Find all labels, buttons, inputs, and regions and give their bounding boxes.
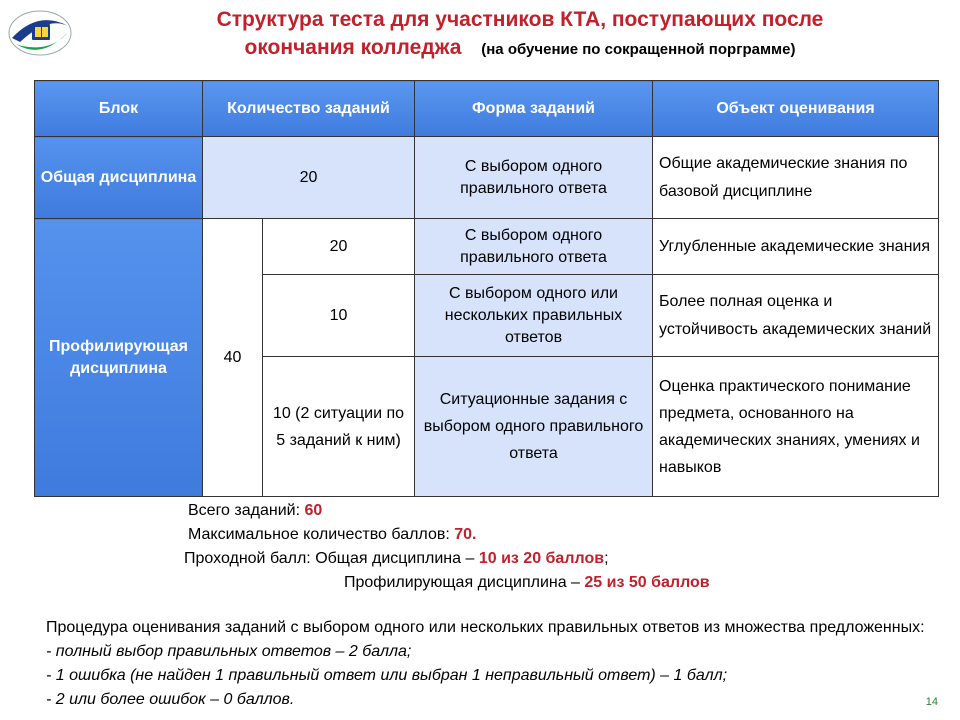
table-row [35,219,939,275]
header-form: Форма заданий [415,81,653,137]
procedure-rule-3: - 2 или более ошибок – 0 баллов. [46,691,295,708]
summary-pass-profile-label: Профилирующая дисциплина – [344,574,580,591]
page-number: 14 [925,696,938,708]
page-title [100,6,940,64]
title-line-2-sub: (на обучение по сокращенной порграмме) [481,41,796,58]
object-general: Общие академические знания по базовой дисциплине [653,137,939,219]
form-general: С выбором одного правильного ответа [415,137,653,219]
test-structure-table [34,80,939,497]
count-profile-total: 40 [203,219,263,497]
count-general: 20 [203,137,415,219]
summary-pass-general-end: ; [604,550,609,567]
block-profile: Профилирующая дисциплина [35,219,203,497]
block-general: Общая дисциплина [35,137,203,219]
summary-max [188,524,477,546]
header-object: Объект оценивания [653,81,939,137]
summary-pass-profile-value: 25 из 50 баллов [584,574,710,591]
table-header-row [35,81,939,137]
title-line-2-main: окончания колледжа [244,36,462,59]
summary-pass-profile [344,572,710,594]
summary-max-label: Максимальное количество баллов: [188,526,450,543]
form-profile-2: С выбором одного или нескольких правильных ответов [415,275,653,357]
object-profile-1: Углубленные академические знания [653,219,939,275]
title-line-1: Структура теста для участников КТА, поступающих после [216,8,824,31]
table-row [35,137,939,219]
header-block: Блок [35,81,203,137]
count-profile-3: 10 (2 ситуации по 5 заданий к ним) [263,357,415,497]
summary-total-value: 60 [304,502,323,519]
procedure-intro: Процедура оценивания заданий с выбором одного или нескольких правильных ответов из множества предложенных: [46,619,925,636]
procedure-rule-1: - полный выбор правильных ответов – 2 балла; [46,643,412,660]
title-line-2 [100,34,940,64]
header-count: Количество заданий [203,81,415,137]
summary-total-label: Всего заданий: [188,502,301,519]
summary-pass-general-value: 10 из 20 баллов [478,550,605,567]
book-logo-icon [8,8,72,58]
object-profile-2: Более полная оценка и устойчивость академических знаний [653,275,939,357]
summary-max-value: 70. [454,526,477,543]
summary-total [188,500,322,522]
scoring-procedure [46,616,926,712]
form-profile-3: Ситуационные задания с выбором одного правильного ответа [415,357,653,497]
count-profile-1: 20 [263,219,415,275]
count-profile-2: 10 [263,275,415,357]
summary-pass-label: Проходной балл: Общая дисциплина – [184,550,475,567]
form-profile-1: С выбором одного правильного ответа [415,219,653,275]
summary-pass-general [184,548,609,570]
object-profile-3: Оценка практического понимание предмета, основанного на академических знаниях, умениях и навыков [653,357,939,497]
procedure-rule-2: - 1 ошибка (не найден 1 правильный ответ или выбран 1 неправильный ответ) – 1 балл; [46,667,728,684]
